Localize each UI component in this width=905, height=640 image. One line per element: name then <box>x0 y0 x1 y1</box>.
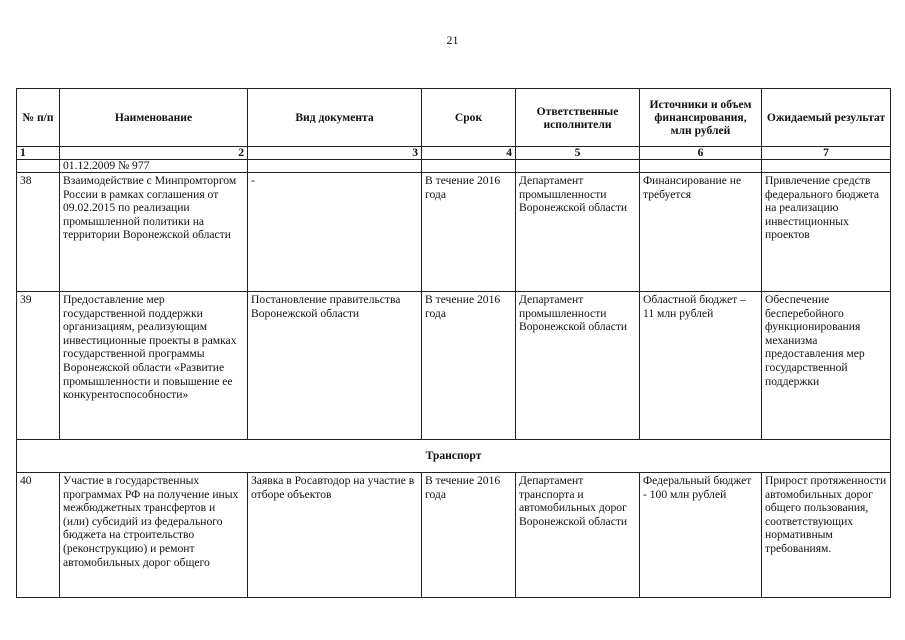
row-term: В течение 2016 года <box>422 173 516 292</box>
row-num: 39 <box>17 292 60 440</box>
header-financing: Источники и объем финансирования, млн рублей <box>640 89 762 147</box>
row-financing: Федеральный бюджет - 100 млн рублей <box>640 473 762 598</box>
row-financing: Финансирование не требуется <box>640 173 762 292</box>
row-num: 38 <box>17 173 60 292</box>
header-result: Ожидаемый результат <box>762 89 891 147</box>
header-num: № п/п <box>17 89 60 147</box>
header-term: Срок <box>422 89 516 147</box>
continuation-cell <box>640 160 762 173</box>
continuation-cell <box>422 160 516 173</box>
page-number: 21 <box>446 33 459 47</box>
column-number-row <box>17 147 891 160</box>
row-term: В течение 2016 года <box>422 473 516 598</box>
column-number: 7 <box>762 147 891 160</box>
column-number: 1 <box>17 147 60 160</box>
row-responsible: Департамент транспорта и автомобильных дорог Воронежской области <box>516 473 640 598</box>
column-number: 3 <box>248 147 422 160</box>
header-name: Наименование <box>60 89 248 147</box>
section-row <box>17 440 891 473</box>
continuation-cell <box>762 160 891 173</box>
row-financing: Областной бюджет – 11 млн рублей <box>640 292 762 440</box>
continuation-text: 01.12.2009 № 977 <box>60 160 248 173</box>
table-row <box>17 473 891 598</box>
section-title: Транспорт <box>17 440 891 473</box>
column-number: 2 <box>60 147 248 160</box>
row-num: 40 <box>17 473 60 598</box>
continuation-num-cell <box>17 160 60 173</box>
header-row <box>17 89 891 147</box>
row-responsible: Департамент промышленности Воронежской области <box>516 173 640 292</box>
row-doc-type: Заявка в Росавтодор на участие в отборе объектов <box>248 473 422 598</box>
continuation-cell <box>248 160 422 173</box>
column-number: 5 <box>516 147 640 160</box>
row-responsible: Департамент промышленности Воронежской области <box>516 292 640 440</box>
row-name: Участие в государственных программах РФ на получение иных межбюджетных трансфертов и (или) субсидий из федерального бюджета на строительство (реконструкцию) и ремонт автомобильных дорог общего <box>60 473 248 598</box>
continuation-row <box>17 160 891 173</box>
column-number: 4 <box>422 147 516 160</box>
column-number: 6 <box>640 147 762 160</box>
plan-table <box>16 88 891 598</box>
row-doc-type: Постановление правительства Воронежской области <box>248 292 422 440</box>
row-name: Взаимодействие с Минпромторгом России в рамках соглашения от 09.02.2015 по реализации промышленной политики на территории Воронежской области <box>60 173 248 292</box>
header-doc-type: Вид документа <box>248 89 422 147</box>
table-row <box>17 292 891 440</box>
header-responsible: Ответственные исполнители <box>516 89 640 147</box>
row-result: Обеспечение бесперебойного функционирования механизма предоставления мер государственной поддержки <box>762 292 891 440</box>
row-term: В течение 2016 года <box>422 292 516 440</box>
table-row <box>17 173 891 292</box>
row-result: Прирост протяженности автомобильных дорог общего пользования, соответствующих нормативным требованиям. <box>762 473 891 598</box>
continuation-cell <box>516 160 640 173</box>
row-name: Предоставление мер государственной поддержки организациям, реализующим инвестиционные проекты в рамках государственной программы Воронежской области «Развитие промышленности и повышение ее конкурентоспособности» <box>60 292 248 440</box>
row-doc-type: - <box>248 173 422 292</box>
row-result: Привлечение средств федерального бюджета на реализацию инвестиционных проектов <box>762 173 891 292</box>
